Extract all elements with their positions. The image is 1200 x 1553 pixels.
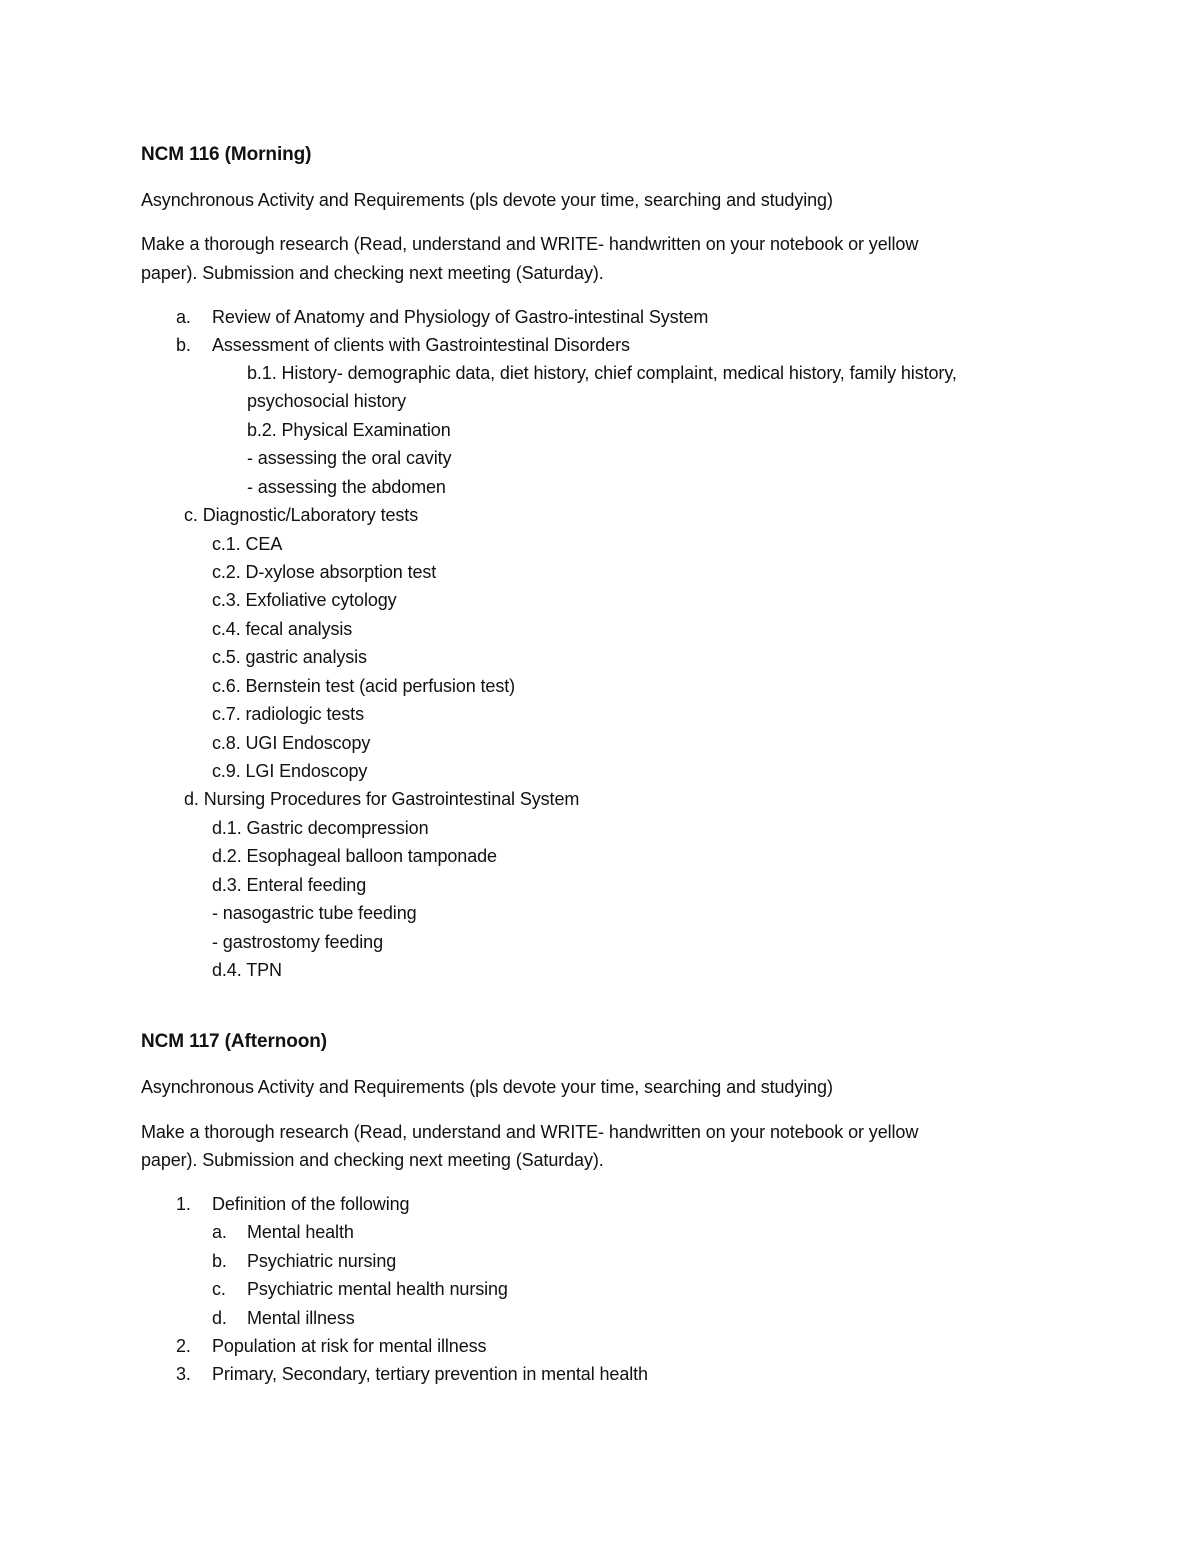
list-item-2: Population at risk for mental illness bbox=[212, 1336, 487, 1356]
morning-intro: Asynchronous Activity and Requirements (pls devote your time, searching and studying) bbox=[141, 190, 833, 210]
list-item-d3-sub1: - nasogastric tube feeding bbox=[212, 903, 417, 923]
list-item-d3: d.3. Enteral feeding bbox=[212, 875, 367, 895]
section-heading-ncm117: NCM 117 (Afternoon) bbox=[141, 1031, 327, 1052]
morning-instructions-line1: Make a thorough research (Read, understand and WRITE- handwritten on your notebook or yellow bbox=[141, 234, 919, 254]
morning-instructions-line2: paper). Submission and checking next meeting (Saturday). bbox=[141, 263, 604, 283]
list-item-d4: d.4. TPN bbox=[212, 960, 282, 980]
list-item-1b: Psychiatric nursing bbox=[247, 1251, 397, 1271]
list-item-b: Assessment of clients with Gastrointestinal Disorders bbox=[212, 335, 630, 355]
list-item-c7: c.7. radiologic tests bbox=[212, 704, 364, 724]
afternoon-intro: Asynchronous Activity and Requirements (pls devote your time, searching and studying) bbox=[141, 1077, 833, 1097]
list-marker-1: 1. bbox=[176, 1194, 191, 1214]
list-item-c1: c.1. CEA bbox=[212, 534, 283, 554]
list-item-c5: c.5. gastric analysis bbox=[212, 647, 367, 667]
list-item-b1-line2: psychosocial history bbox=[247, 391, 407, 411]
list-item-b2-sub1: - assessing the oral cavity bbox=[247, 448, 452, 468]
list-item-c2: c.2. D-xylose absorption test bbox=[212, 562, 437, 582]
list-item-c3: c.3. Exfoliative cytology bbox=[212, 590, 397, 610]
list-marker-2: 2. bbox=[176, 1336, 191, 1356]
list-item-d3-sub2: - gastrostomy feeding bbox=[212, 932, 383, 952]
list-item-d1: d.1. Gastric decompression bbox=[212, 818, 429, 838]
list-marker-1d: d. bbox=[212, 1308, 227, 1328]
list-item-d: d. Nursing Procedures for Gastrointestinal System bbox=[184, 789, 580, 809]
list-item-d2: d.2. Esophageal balloon tamponade bbox=[212, 846, 497, 866]
list-item-1a: Mental health bbox=[247, 1222, 354, 1242]
list-item-3: Primary, Secondary, tertiary prevention in mental health bbox=[212, 1364, 648, 1384]
list-marker-b: b. bbox=[176, 335, 191, 355]
list-item-c: c. Diagnostic/Laboratory tests bbox=[184, 505, 419, 525]
list-item-c4: c.4. fecal analysis bbox=[212, 619, 353, 639]
list-item-b2-sub2: - assessing the abdomen bbox=[247, 477, 446, 497]
afternoon-instructions-line2: paper). Submission and checking next meeting (Saturday). bbox=[141, 1150, 604, 1170]
list-item-1c: Psychiatric mental health nursing bbox=[247, 1279, 508, 1299]
list-item-c8: c.8. UGI Endoscopy bbox=[212, 733, 371, 753]
list-item-b1-line1: b.1. History- demographic data, diet history, chief complaint, medical history, family history, bbox=[247, 363, 957, 383]
list-marker-3: 3. bbox=[176, 1364, 191, 1384]
list-item-1: Definition of the following bbox=[212, 1194, 410, 1214]
section-heading-ncm116: NCM 116 (Morning) bbox=[141, 144, 312, 165]
list-item-b2: b.2. Physical Examination bbox=[247, 420, 451, 440]
list-marker-1a: a. bbox=[212, 1222, 227, 1242]
list-marker-a: a. bbox=[176, 307, 191, 327]
list-marker-1c: c. bbox=[212, 1279, 226, 1299]
list-item-a: Review of Anatomy and Physiology of Gastro-intestinal System bbox=[212, 307, 709, 327]
list-item-c6: c.6. Bernstein test (acid perfusion test) bbox=[212, 676, 516, 696]
afternoon-instructions-line1: Make a thorough research (Read, understand and WRITE- handwritten on your notebook or yellow bbox=[141, 1122, 919, 1142]
list-item-1d: Mental illness bbox=[247, 1308, 355, 1328]
list-item-c9: c.9. LGI Endoscopy bbox=[212, 761, 368, 781]
list-marker-1b: b. bbox=[212, 1251, 227, 1271]
